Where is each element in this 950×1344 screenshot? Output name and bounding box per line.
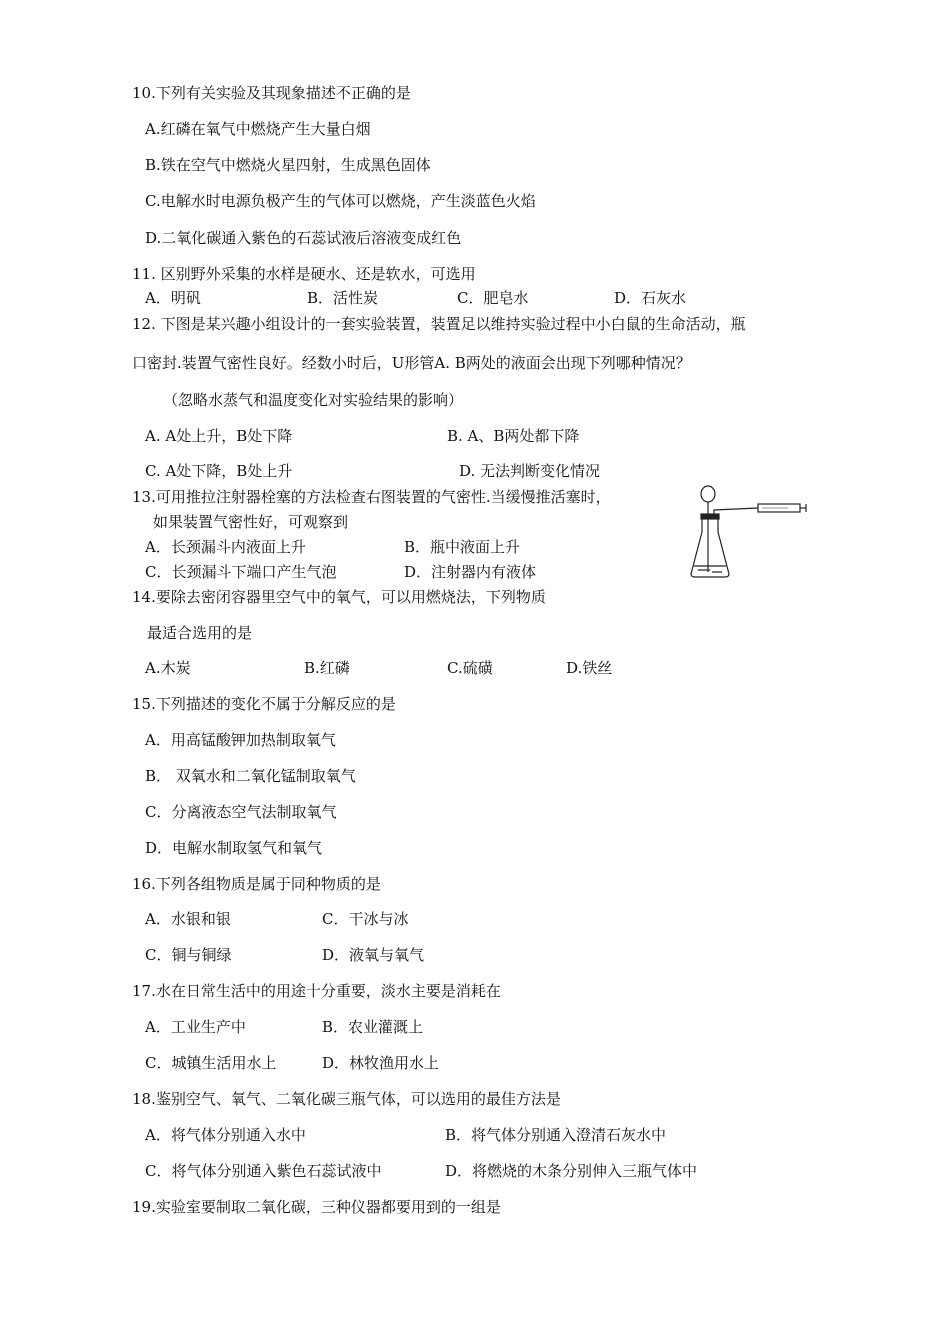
q12-option-c: C. A处下降，B处上升 [145, 462, 293, 480]
q13-stem-line1: 13.可用推拉注射器栓塞的方法检查右图装置的气密性.当缓慢推活塞时， [132, 488, 611, 506]
q12-option-a: A. A处上升，B处下降 [145, 427, 293, 445]
q14-stem-line1: 14.要除去密闭容器里空气中的氧气，可以用燃烧法，下列物质 [132, 588, 546, 606]
q11-option-c: C．肥皂水 [457, 289, 529, 307]
q11-stem: 11. 区别野外采集的水样是硬水、还是软水，可选用 [132, 265, 476, 283]
q16-option-a: A．水银和银 [145, 910, 231, 928]
q12-option-d: D. 无法判断变化情况 [459, 462, 601, 480]
q14-option-c: C.硫磺 [447, 659, 493, 677]
q19-stem: 19.实验室要制取二氧化碳，三种仪器都要用到的一组是 [132, 1198, 501, 1216]
q10-option-b: B.铁在空气中燃烧火星四射，生成黑色固体 [145, 156, 431, 174]
q17-option-a: A．工业生产中 [145, 1018, 246, 1036]
q12-option-b: B. A、B两处都下降 [447, 427, 580, 445]
q11-option-b: B．活性炭 [307, 289, 379, 307]
q10-stem: 10.下列有关实验及其现象描述不正确的是 [132, 84, 411, 102]
q12-stem-line1: 12. 下图是某兴趣小组设计的一套实验装置，装置足以维持实验过程中小白鼠的生命活动，瓶 [132, 315, 746, 333]
q17-option-c: C．城镇生活用水上 [145, 1054, 277, 1072]
q13-option-c: C．长颈漏斗下端口产生气泡 [145, 563, 337, 581]
q16-option-d: D．液氧与氧气 [322, 946, 425, 964]
q15-option-d: D．电解水制取氢气和氧气 [145, 839, 323, 857]
q10-option-c: C.电解水时电源负极产生的气体可以燃烧，产生淡蓝色火焰 [145, 192, 536, 210]
q14-option-b: B.红磷 [304, 659, 350, 677]
q13-stem-line2: 如果装置气密性好，可观察到 [153, 513, 349, 531]
q18-stem: 18.鉴别空气、氧气、二氧化碳三瓶气体，可以选用的最佳方法是 [132, 1090, 561, 1108]
q14-option-a: A.木炭 [145, 659, 191, 677]
q15-option-c: C．分离液态空气法制取氧气 [145, 803, 337, 821]
q16-stem: 16.下列各组物质是属于同种物质的是 [132, 875, 381, 893]
q17-stem: 17.水在日常生活中的用途十分重要，淡水主要是消耗在 [132, 982, 501, 1000]
q16-option-c-first: C．干冰与冰 [322, 910, 409, 928]
q13-option-b: B．瓶中液面上升 [404, 538, 521, 556]
q12-stem-line2: 口密封.装置气密性良好。经数小时后，U形管A. B两处的液面会出现下列哪种情况？ [132, 354, 691, 372]
apparatus-figure [688, 484, 808, 584]
q17-option-d: D．林牧渔用水上 [322, 1054, 440, 1072]
q14-stem-line2: 最适合选用的是 [147, 624, 253, 642]
q14-option-d: D.铁丝 [566, 659, 613, 677]
q13-option-d: D．注射器内有液体 [404, 563, 537, 581]
q17-option-b: B．农业灌溉上 [322, 1018, 424, 1036]
q18-option-d: D．将燃烧的木条分别伸入三瓶气体中 [445, 1162, 698, 1180]
q10-option-a: A.红磷在氧气中燃烧产生大量白烟 [145, 120, 371, 138]
q13-option-a: A．长颈漏斗内液面上升 [145, 538, 306, 556]
q15-stem: 15.下列描述的变化不属于分解反应的是 [132, 695, 396, 713]
q15-option-a: A．用高锰酸钾加热制取氧气 [145, 731, 336, 749]
q18-option-a: A．将气体分别通入水中 [145, 1126, 306, 1144]
q18-option-b: B．将气体分别通入澄清石灰水中 [445, 1126, 667, 1144]
q11-option-a: A．明矾 [145, 289, 201, 307]
q12-note: （忽略水蒸气和温度变化对实验结果的影响） [163, 391, 464, 409]
q18-option-c: C．将气体分别通入紫色石蕊试液中 [145, 1162, 382, 1180]
q10-option-d: D.二氧化碳通入紫色的石蕊试液后溶液变成红色 [145, 229, 462, 247]
q15-option-b: B． 双氧水和二氧化锰制取氧气 [145, 767, 356, 785]
q16-option-c-second: C．铜与铜绿 [145, 946, 232, 964]
q11-option-d: D．石灰水 [614, 289, 687, 307]
